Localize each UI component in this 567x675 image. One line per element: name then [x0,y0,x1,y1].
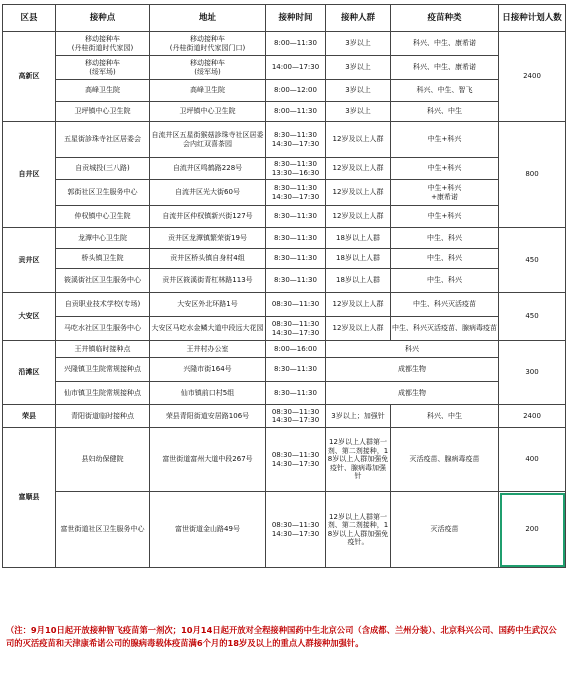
quota-cell: 2400 [499,405,566,428]
group-cell: 3岁以上 [326,80,391,102]
site-cell: 移动接种车 (绥军场) [56,56,150,80]
district-cell: 高新区 [3,32,56,122]
vaccine-cell: 灭活疫苗、腺病毒疫苗 [391,428,499,492]
header-time: 接种时间 [266,5,326,32]
table-row [3,228,566,249]
district-cell: 贡井区 [3,228,56,293]
vaccine-cell: 中生+科兴 [391,158,499,180]
district-cell: 自井区 [3,122,56,228]
site-cell: 桥头镇卫生院 [56,249,150,269]
group-cell: 成都生物 [326,382,499,405]
vaccine-cell: 中生+科兴 [391,206,499,228]
time-cell: 08:30—11:30 14:30—17:30 [266,428,326,492]
address-cell: 富世街道金山路49号 [150,492,266,568]
address-cell: 自流井区仲权镇新兴街127号 [150,206,266,228]
site-cell: 王井镇临时接种点 [56,341,150,358]
site-cell: 龙潭中心卫生院 [56,228,150,249]
vaccine-cell: 中生+科兴 [391,122,499,158]
table-row [3,32,566,56]
vaccine-cell: 科兴、中生、康希诺 [391,32,499,56]
group-cell: 3岁以上 [326,32,391,56]
site-cell: 县妇幼保健院 [56,428,150,492]
vaccination-schedule-table [2,4,566,568]
site-cell: 富世街道社区卫生服务中心 [56,492,150,568]
address-cell: 高峰卫生院 [150,80,266,102]
site-cell: 自贡职业技术学校(专场) [56,293,150,317]
site-cell: 青阳街道临时接种点 [56,405,150,428]
site-cell: 五星街診珠寺社区居委会 [56,122,150,158]
table-row [3,180,566,206]
table-row [3,492,566,568]
district-cell: 大安区 [3,293,56,341]
time-cell: 8:00—12:00 [266,80,326,102]
address-cell: 大安区马吃水金鳞大道中段远大花园 [150,317,266,341]
time-cell: 8:30—11:30 14:30—17:30 [266,180,326,206]
site-cell: 仙市镇卫生院常规接种点 [56,382,150,405]
vaccine-cell: 科兴、中生 [391,405,499,428]
quota-cell: 400 [499,428,566,492]
time-cell: 8:00—16:00 [266,341,326,358]
header-district: 区县 [3,5,56,32]
district-cell: 富顺县 [3,428,56,568]
group-cell: 12岁及以上人群 [326,122,391,158]
group-cell: 成都生物 [326,358,499,382]
header-vaccine: 疫苗种类 [391,5,499,32]
group-cell: 12岁及以上人群 [326,206,391,228]
site-cell: 卫坪镇中心卫生院 [56,102,150,122]
time-cell: 8:30—11:30 [266,382,326,405]
site-cell: 高峰卫生院 [56,80,150,102]
table-row [3,206,566,228]
address-cell: 贡井区筱溪街青杠林路113号 [150,269,266,293]
address-cell: 自流井区光大街60号 [150,180,266,206]
address-cell: 贡井区龙潭镇繁荣街19号 [150,228,266,249]
group-cell: 18岁以上人群 [326,228,391,249]
time-cell: 08:30—11:30 [266,293,326,317]
group-cell: 3岁以上 [326,102,391,122]
group-cell: 18岁以上人群 [326,249,391,269]
table-row [3,317,566,341]
site-cell: 筱溪街社区卫生服务中心 [56,269,150,293]
address-cell: 王井村办公室 [150,341,266,358]
vaccine-cell: 科兴、中生、智飞 [391,80,499,102]
vaccine-cell: 科兴、中生、康希诺 [391,56,499,80]
address-cell: 移动接种车 (丹桂街道时代家园门口) [150,32,266,56]
address-cell: 兴隆市街164号 [150,358,266,382]
address-cell: 自流井区鸣鹤路228号 [150,158,266,180]
address-cell: 自流井区五星街猴菇診珠寺社区居委会内红双喜茶园 [150,122,266,158]
time-cell: 8:30—11:30 13:30—16:30 [266,158,326,180]
time-cell: 8:00—11:30 [266,102,326,122]
address-cell: 贡井区桥头镇自身村4组 [150,249,266,269]
site-cell: 仲权镇中心卫生院 [56,206,150,228]
table-header-row [3,5,566,32]
time-cell: 8:30—11:30 [266,269,326,293]
group-cell: 12岁及以上人群 [326,158,391,180]
quota-cell: 800 [499,122,566,228]
footnote: （注：9月10日起开放接种智飞疫苗第一剂次；10月14日起开放对全程接种国药中生北京公司（含成都、兰州分装）、北京科兴公司、国药中生武汉公司的灭活疫苗和天津康希诺公司的腺病毒载体疫苗满6个月的18岁及以上的重点人群接种加强针。 [6,625,557,648]
address-cell: 荣县青阳街道安居路106号 [150,405,266,428]
table-row [3,80,566,102]
vaccine-cell: 灭活疫苗 [391,492,499,568]
quota-cell: 450 [499,293,566,341]
address-cell: 富世街道富州大道中段267号 [150,428,266,492]
table-row [3,341,566,358]
time-cell: 08:30—11:30 14:30—17:30 [266,317,326,341]
site-cell: 自贡城投(三八路) [56,158,150,180]
table-row [3,249,566,269]
time-cell: 8:30—11:30 14:30—17:30 [266,122,326,158]
address-cell: 大安区外北环路1号 [150,293,266,317]
group-cell: 12岁以上人群第一剂、第二剂接种，18岁以上人群加强免疫针。 [326,492,391,568]
header-address: 地址 [150,5,266,32]
header-site: 接种点 [56,5,150,32]
vaccine-cell: 中生、科兴灭活疫苗、腺病毒疫苗 [391,317,499,341]
vaccine-cell: 中生+科兴 +康希诺 [391,180,499,206]
time-cell: 8:30—11:30 [266,228,326,249]
site-cell: 郭街社区卫生服务中心 [56,180,150,206]
vaccine-cell: 科兴、中生 [391,102,499,122]
address-cell: 仙市镇前口村5组 [150,382,266,405]
address-cell: 卫坪镇中心卫生院 [150,102,266,122]
time-cell: 08:30—11:30 14:30—17:30 [266,492,326,568]
table-row [3,158,566,180]
site-cell: 移动接种车 (丹桂街道时代家园) [56,32,150,56]
quota-cell: 200 [499,492,566,568]
group-cell: 科兴 [326,341,499,358]
table-row [3,405,566,428]
district-cell: 荣县 [3,405,56,428]
header-group: 接种人群 [326,5,391,32]
group-cell: 12岁及以上人群 [326,180,391,206]
header-quota: 日接种计划人数 [499,5,566,32]
group-cell: 3岁以上 [326,56,391,80]
group-cell: 12岁及以上人群 [326,317,391,341]
table-body [3,32,566,568]
site-cell: 马吃水社区卫生服务中心 [56,317,150,341]
quota-cell: 2400 [499,32,566,122]
table-row [3,293,566,317]
vaccine-cell: 中生、科兴 [391,228,499,249]
table-row [3,428,566,492]
vaccine-cell: 中生、科兴灭活疫苗 [391,293,499,317]
quota-cell: 450 [499,228,566,293]
address-cell: 移动接种车 (绥军场) [150,56,266,80]
vaccine-cell: 中生、科兴 [391,249,499,269]
group-cell: 12岁以上人群第一剂、第二剂接种，18岁以上人群加强免疫针、腺病毒加强针 [326,428,391,492]
table-row [3,56,566,80]
time-cell: 14:00—17:30 [266,56,326,80]
time-cell: 8:00—11:30 [266,32,326,56]
time-cell: 8:30—11:30 [266,206,326,228]
group-cell: 12岁及以上人群 [326,293,391,317]
time-cell: 8:30—11:30 [266,249,326,269]
time-cell: 8:30—11:30 [266,358,326,382]
quota-cell: 300 [499,341,566,405]
table-row [3,102,566,122]
table-row [3,358,566,382]
group-cell: 3岁以上；加强针 [326,405,391,428]
group-cell: 18岁以上人群 [326,269,391,293]
time-cell: 08:30—11:30 14:30—17:30 [266,405,326,428]
table-row [3,382,566,405]
table-row [3,122,566,158]
site-cell: 兴隆镇卫生院常规接种点 [56,358,150,382]
vaccine-cell: 中生、科兴 [391,269,499,293]
district-cell: 沿滩区 [3,341,56,405]
table-row [3,269,566,293]
